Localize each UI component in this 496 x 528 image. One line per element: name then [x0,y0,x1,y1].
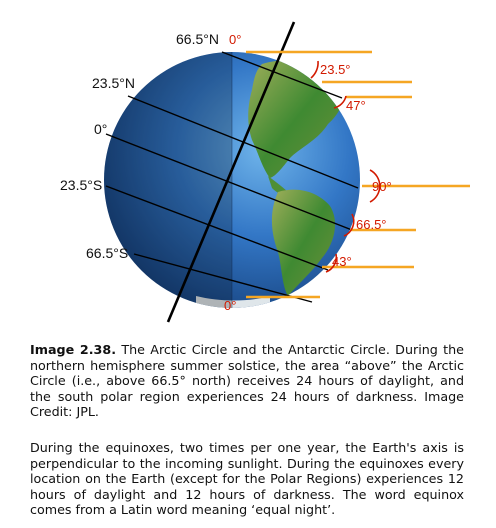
label-23s: 23.5°S [60,177,103,193]
angle-arc-23 [311,61,318,78]
angle-label-43: 43° [332,254,352,269]
angle-label-23: 23.5° [320,62,351,77]
angle-label-bottom-0: 0° [224,298,237,313]
equinox-paragraph: During the equinoxes, two times per one year, the Earth's axis is perpendicular to the incoming sunlight. During the equinoxes every location on the Earth (except for the Polar Regions) experiences 12 hours of daylight and 12 hours of darkness. The word equinox comes from a Latin word meaning ‘equal night’. [30,440,464,518]
label-eq: 0° [94,121,108,137]
label-66s: 66.5°S [86,245,129,261]
caption-label: Image 2.38. [30,342,117,357]
angle-label-90: 90° [372,179,392,194]
figure-caption [30,342,464,420]
label-66n: 66.5°N [176,31,219,47]
label-23n: 23.5°N [92,75,135,91]
angle-label-665: 66.5° [356,217,387,232]
angle-label-47: 47° [346,98,366,113]
angle-label-top-0: 0° [229,32,242,47]
caption-text: The Arctic Circle and the Antarctic Circle. During the northern hemisphere summer solstice, the area “above” the Arctic Circle (i.e., above 66.5° north) receives 24 hours of daylight, and the south polar region experiences 24 hours of darkness. Image Credit: JPL. [30,342,464,420]
